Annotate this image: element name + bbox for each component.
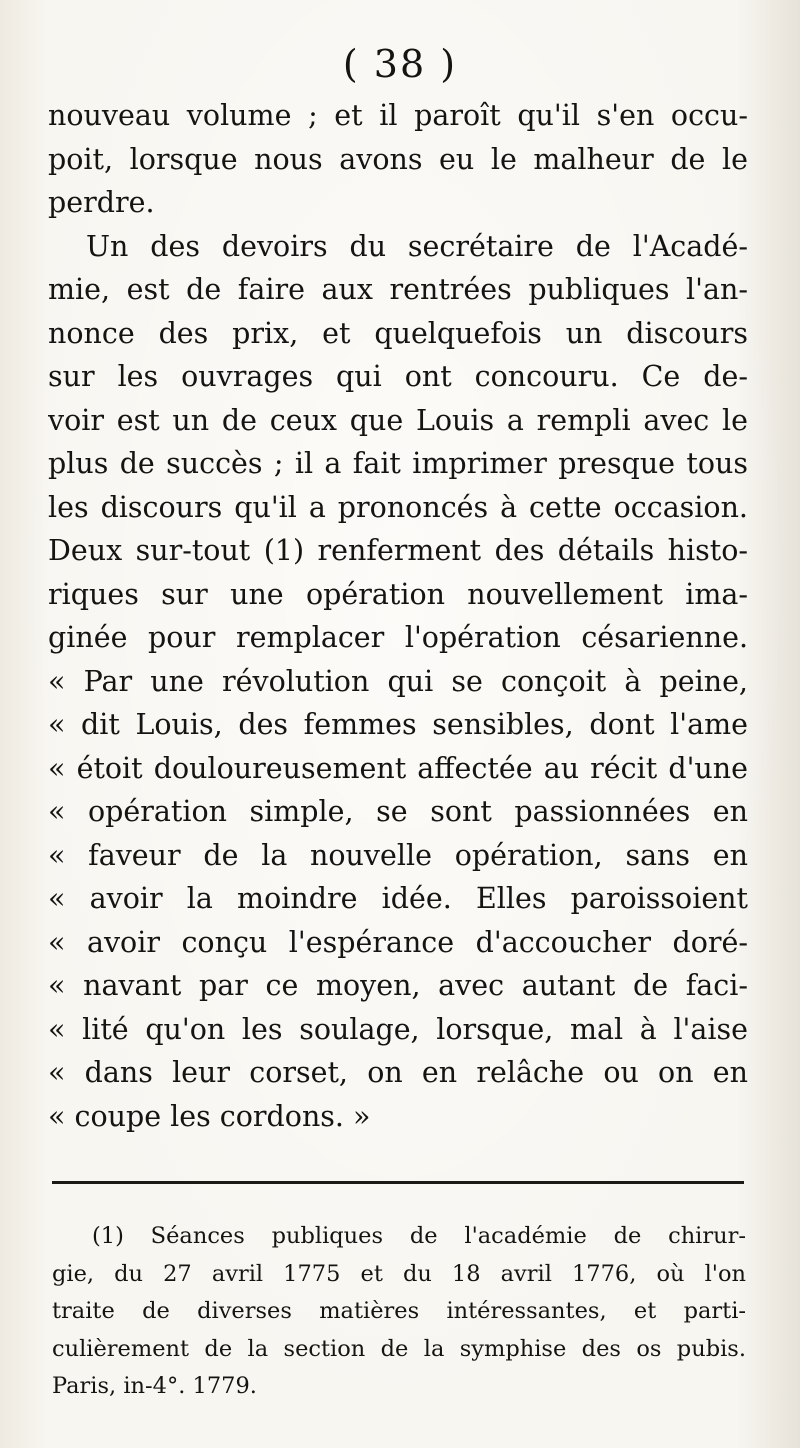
footnote [52,1218,746,1406]
footnote-line: Paris, in-4°. 1779. [52,1373,257,1399]
text-line: « avoir conçu l'espérance d'accoucher doré- [48,925,748,959]
text-line: « étoit douloureusement affectée au récit d'une [48,751,748,785]
body-text [48,94,748,1138]
text-line: nonce des prix, et quelquefois un discours [48,316,748,350]
footnote-line: traite de diverses matières intéressantes, et parti- [52,1298,746,1324]
text-line: Un des devoirs du secrétaire de l'Acadé- [86,229,748,263]
page-number: ( 38 ) [342,42,458,86]
text-line: « dans leur corset, on en relâche ou on en [48,1056,748,1089]
footnote-line: culièrement de la section de la symphise des os pubis. [52,1335,746,1362]
text-line: sur les ouvrages qui ont concouru. Ce de- [48,360,748,393]
text-line: poit, lorsque nous avons eu le malheur de le [48,142,748,176]
text-line: Deux sur-tout (1) renferment des détails histo- [48,534,748,567]
text-line: « navant par ce moyen, avec autant de faci- [48,969,748,1002]
text-line: « opération simple, se sont passionnées en [48,795,748,828]
text-line: plus de succès ; il a fait imprimer presque tous [48,447,748,480]
text-line: ginée pour remplacer l'opération césarienne. [48,621,748,654]
text-line: riques sur une opération nouvellement ima- [48,577,748,611]
text-line: mie, est de faire aux rentrées publiques l'an- [48,273,748,306]
text-line: voir est un de ceux que Louis a rempli avec le [48,403,748,437]
text-line: « lité qu'on les soulage, lorsque, mal à l'aise [48,1012,748,1046]
text-line: « faveur de la nouvelle opération, sans en [48,838,748,872]
text-line: nouveau volume ; et il paroît qu'il s'en occu- [48,99,748,132]
text-line: « dit Louis, des femmes sensibles, dont l'ame [48,708,748,741]
text-line: « coupe les cordons. » [48,1099,371,1133]
footnote-line: (1) Séances publiques de l'académie de chirur- [92,1223,746,1249]
footnote-line: gie, du 27 avril 1775 et du 18 avril 1776, où l'on [52,1260,746,1287]
text-line: « avoir la moindre idée. Elles paroissoient [48,882,748,915]
footnote-divider [52,1181,744,1184]
text-line: « Par une révolution qui se conçoit à peine, [48,664,748,698]
text-line: les discours qu'il a prononcés à cette occasion. [48,490,748,524]
text-line: perdre. [48,186,155,219]
